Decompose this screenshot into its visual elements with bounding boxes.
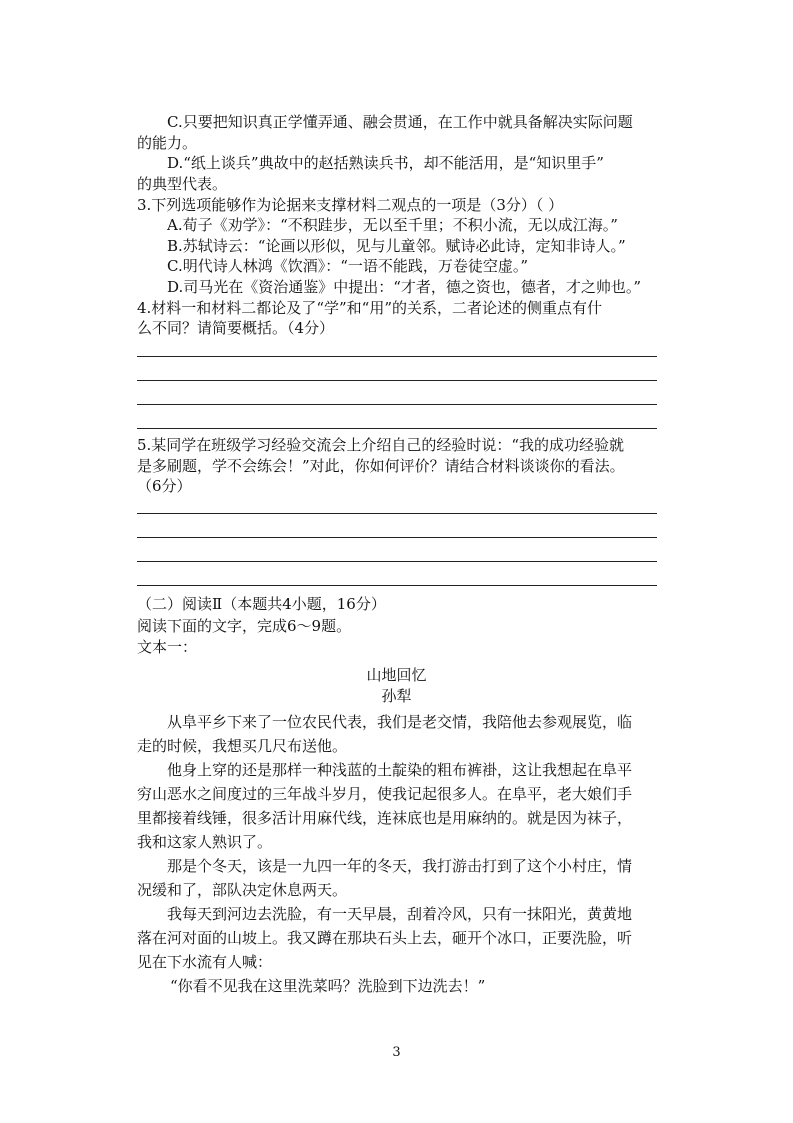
text-label: 文本一： (137, 638, 198, 656)
paragraph-line: 他身上穿的还是那样一种浅蓝的土靛染的粗布裤褂，这让我想起在阜平 (167, 761, 633, 779)
answer-line[interactable] (137, 356, 657, 357)
question-3-option-d: D.司马光在《资治通鉴》中提出：“才者，德之资也，德者，才之帅也。” (167, 278, 642, 296)
option-c-line1: C.只要把知识真正学懂弄通、融会贯通，在工作中就具备解决实际问题 (167, 113, 633, 131)
answer-line[interactable] (137, 585, 657, 586)
option-c-line2: 的能力。 (137, 134, 198, 152)
paragraph-line: 况缓和了，部队决定休息两天。 (137, 881, 348, 899)
answer-line[interactable] (137, 404, 657, 405)
answer-line[interactable] (137, 428, 657, 429)
option-d-line2: 的典型代表。 (137, 175, 228, 193)
reading-instruction: 阅读下面的文字，完成6～9题。 (137, 617, 352, 635)
question-3-option-a: A.荀子《劝学》：“不积跬步，无以至千里；不积小流，无以成江海。” (167, 216, 618, 234)
paragraph-line: 我每天到河边去洗脸，有一天早晨，刮着冷风，只有一抹阳光，黄黄地 (167, 905, 633, 923)
question-3-stem: 3.下列选项能够作为论据来支撑材料二观点的一项是（3分）（ ） (137, 196, 564, 214)
page-number: 3 (392, 1045, 401, 1060)
article-title: 山地回忆 (366, 666, 427, 684)
question-4-line1: 4.材料一和材料二都论及了“学”和“用”的关系，二者论述的侧重点有什 (137, 299, 602, 317)
paragraph-line: 穷山恶水之间度过的三年战斗岁月，使我记起很多人。在阜平，老大娘们手 (137, 785, 633, 803)
question-5-line1: 5.某同学在班级学习经验交流会上介绍自己的经验时说：“我的成功经验就 (137, 436, 624, 454)
paragraph-line: 那是个冬天，该是一九四一年的冬天，我打游击打到了这个小村庄，情 (167, 857, 633, 875)
article-author: 孙犁 (381, 687, 412, 705)
answer-line[interactable] (137, 537, 657, 538)
paragraph-line: 见在下水流有人喊： (137, 953, 273, 971)
question-3-option-b: B.苏轼诗云：“论画以形似，见与儿童邻。赋诗必此诗，定知非诗人。” (167, 237, 626, 255)
answer-line[interactable] (137, 561, 657, 562)
option-d-line1: D.“纸上谈兵”典故中的赵括熟读兵书，却不能活用，是“知识里手” (167, 154, 604, 172)
answer-line[interactable] (137, 513, 657, 514)
paragraph-line: 落在河对面的山坡上。我又蹲在那块石头上去，砸开个冰口，正要洗脸，听 (137, 929, 633, 947)
question-3-option-c: C.明代诗人林鸿《饮酒》：“一语不能践，万卷徒空虚。” (167, 257, 529, 275)
question-4-line2: 么不同？请简要概括。（4分） (137, 319, 335, 337)
question-5-line3: （6分） (137, 477, 192, 495)
paragraph-line: “你看不见我在这里洗菜吗？洗脸到下边洗去！” (170, 977, 486, 995)
answer-line[interactable] (137, 380, 657, 381)
paragraph-line: 从阜平乡下来了一位农民代表，我们是老交情，我陪他去参观展览，临 (167, 713, 633, 731)
paragraph-line: 走的时候，我想买几尺布送他。 (137, 737, 348, 755)
paragraph-line: 里都接着线锤，很多活计用麻代线，连袜底也是用麻纳的。就是因为袜子， (137, 809, 633, 827)
section-heading: （二）阅读Ⅱ（本题共4小题，16分） (137, 595, 386, 613)
question-5-line2: 是多刷题，学不会练会！”对此，你如何评价？请结合材料谈谈你的看法。 (137, 457, 625, 475)
paragraph-line: 我和这家人熟识了。 (137, 833, 273, 851)
